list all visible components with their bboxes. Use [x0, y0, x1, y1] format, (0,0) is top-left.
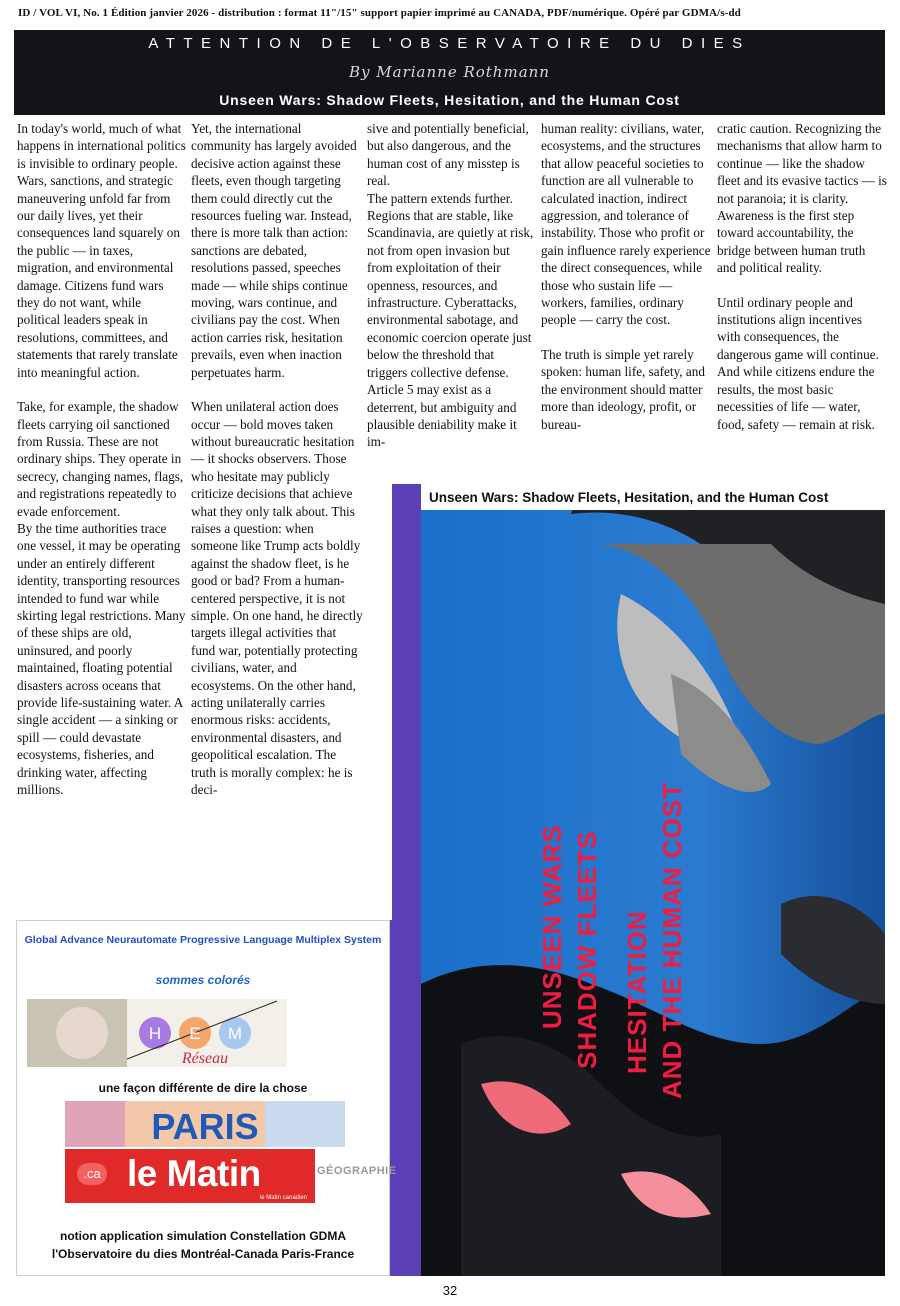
ad-subtitle: sommes colorés [155, 973, 251, 987]
artwork-illustration [421, 484, 885, 1276]
header-banner [14, 30, 885, 115]
paragraph: cratic caution. Recognizing the mechanisms that allow harm to continue — like the shadow fleet and its evasive tactics — is not paranoia; it is clarity. Awareness is the first step toward accountability, the bridge between human truth and political reality. [717, 121, 887, 276]
paragraph: In today's world, much of what happens in international politics is invisible to ordinary people. Wars, sanctions, and strategic maneuvering unfold far from our daily lives, yet their consequences land squarely on the public — in taxes, migration, and environmental damage. Citizens fund wars they do not want, while political leaders speak in resolutions, committees, and statements that rarely translate into meaningful action. [17, 121, 186, 380]
hem-letter: E [189, 1024, 201, 1043]
paragraph: Yet, the international community has largely avoided decisive action against these fleets, even though targeting them could directly cut the resources fueling war. Instead, there is more talk than action: sanctions are debated, resolutions passed, speeches made — while ships continue moving, wars continue, and civilians pay the cost. When action carries risk, hesitation prevails, even when inaction perpetuates harm. [191, 121, 357, 380]
column-gap [367, 484, 392, 920]
geographie-badge: GÉOGRAPHIE [317, 1165, 397, 1177]
hem-letter: H [148, 1024, 162, 1043]
vertical-line: AND THE HUMAN COST [657, 782, 687, 1099]
ca-badge: .ca [77, 1163, 107, 1185]
paris-wordmark: PARIS [151, 1106, 259, 1147]
article-column-2 [191, 120, 363, 815]
vertical-line: HESITATION [622, 910, 652, 1074]
byline: By Marianne Rothmann [349, 63, 550, 81]
headline: Unseen Wars: Shadow Fleets, Hesitation, and the Human Cost [219, 92, 680, 108]
vertical-line: UNSEEN WARS [537, 824, 567, 1029]
paragraph: The pattern extends further. Regions that are stable, like Scandinavia, are quietly at risk, not from open invasion but from exploitation of their openness, resources, and infrastructure. Cyberattacks, environmental sabotage, and economic coercion operate just below the threshold that triggers collective defense. Article 5 may exist as a deterrent, but ambiguity and plausible deniability make it im- [367, 190, 534, 450]
article-column-5 [717, 120, 887, 450]
cover-artwork [421, 484, 885, 1276]
artwork-caption: Unseen Wars: Shadow Fleets, Hesitation, and the Human Cost [429, 490, 829, 505]
paragraph: Until ordinary people and institutions align incentives with consequences, the dangerous game will continue. And while citizens endure the results, the most basic necessities of life — water, food, safety — remain at risk. [717, 294, 879, 432]
hem-word: Réseau [181, 1050, 229, 1067]
ad-slogan: une façon différente de dire la chose [98, 1081, 308, 1095]
paragraph: When unilateral action does occur — bold moves taken without bureaucratic hesitation — it shocks observers. Those who hesitate may publicly criticize decisions that achieve what they only talk about. This raises a question: when someone like Trump acts boldly against the shadow fleet, is he good or bad? From a human-centered perspective, it is not simple. On one hand, he directly targets illegal activities that fund war, potentially protecting civilians, water, and ecosystems. On the other hand, acting unilaterally carries enormous risks: accidents, environmental disasters, and geopolitical escalation. The truth is morally complex: he is deci- [191, 399, 363, 798]
le-matin-logo [65, 1149, 315, 1203]
ad-tagline: Global Advance Neurautomate Progressive Language Multiplex System [24, 934, 382, 946]
page-number: 32 [442, 1283, 458, 1298]
article-column-4 [541, 120, 713, 450]
vertical-line: SHADOW FLEETS [572, 830, 602, 1069]
paragraph: Take, for example, the shadow fleets carrying oil sanctioned from Russia. These are not ordinary ships. They operate in secrecy, changing names, flags, and registrations repeatedly to evade enforcement. [17, 399, 184, 519]
ad-footer-line-1: notion application simulation Constellation GDMA [60, 1229, 346, 1243]
le-matin-wordmark: le Matin [127, 1153, 261, 1194]
ad-footer-line-2: l'Observatoire du dies Montréal-Canada Paris-France [51, 1247, 355, 1261]
advertisement-panel [16, 920, 397, 1276]
paragraph: human reality: civilians, water, ecosystems, and the structures that allow peaceful societies to function are all vulnerable to calculated inaction, indirect aggression, and tolerance of instability. Those who profit or gain influence rarely experience the direct consequences, while those who sustain life — workers, families, ordinary people — carry the cost. [541, 121, 711, 328]
article-column-1 [17, 120, 187, 815]
paragraph: The truth is simple yet rarely spoken: human life, safety, and the environment should matter more than ideology, profit, or bureau- [541, 346, 705, 432]
hem-letter: M [227, 1024, 243, 1043]
paragraph: sive and potentially beneficial, but also dangerous, and the human cost of any misstep is real. [367, 121, 529, 189]
paragraph: By the time authorities trace one vessel, it may be operating under an entirely different identity, transporting resources intended to fund war while skirting legal restrictions. Many of these ships are old, uninsured, and poorly maintained, floating potential disasters across oceans that provide life-sustaining water. A single accident — a sinking or spill — could devastate ecosystems, fisheries, and drinking water, affecting millions. [17, 520, 186, 798]
section-title: ATTENTION DE L'OBSERVATOIRE DU DIES [148, 35, 751, 52]
edition-line: ID / VOL VI, No. 1 Édition janvier 2026 - distribution : format 11"/15" support papier imprimé au CANADA, PDF/numérique. Opéré par GDMA/s-dd [18, 7, 741, 19]
accent-stripe [390, 484, 421, 1276]
le-matin-subtitle: le Matin canadien [259, 1195, 307, 1201]
hem-reseau-logo [27, 999, 287, 1067]
article-column-3 [367, 120, 537, 468]
paris-logo [65, 1101, 345, 1147]
